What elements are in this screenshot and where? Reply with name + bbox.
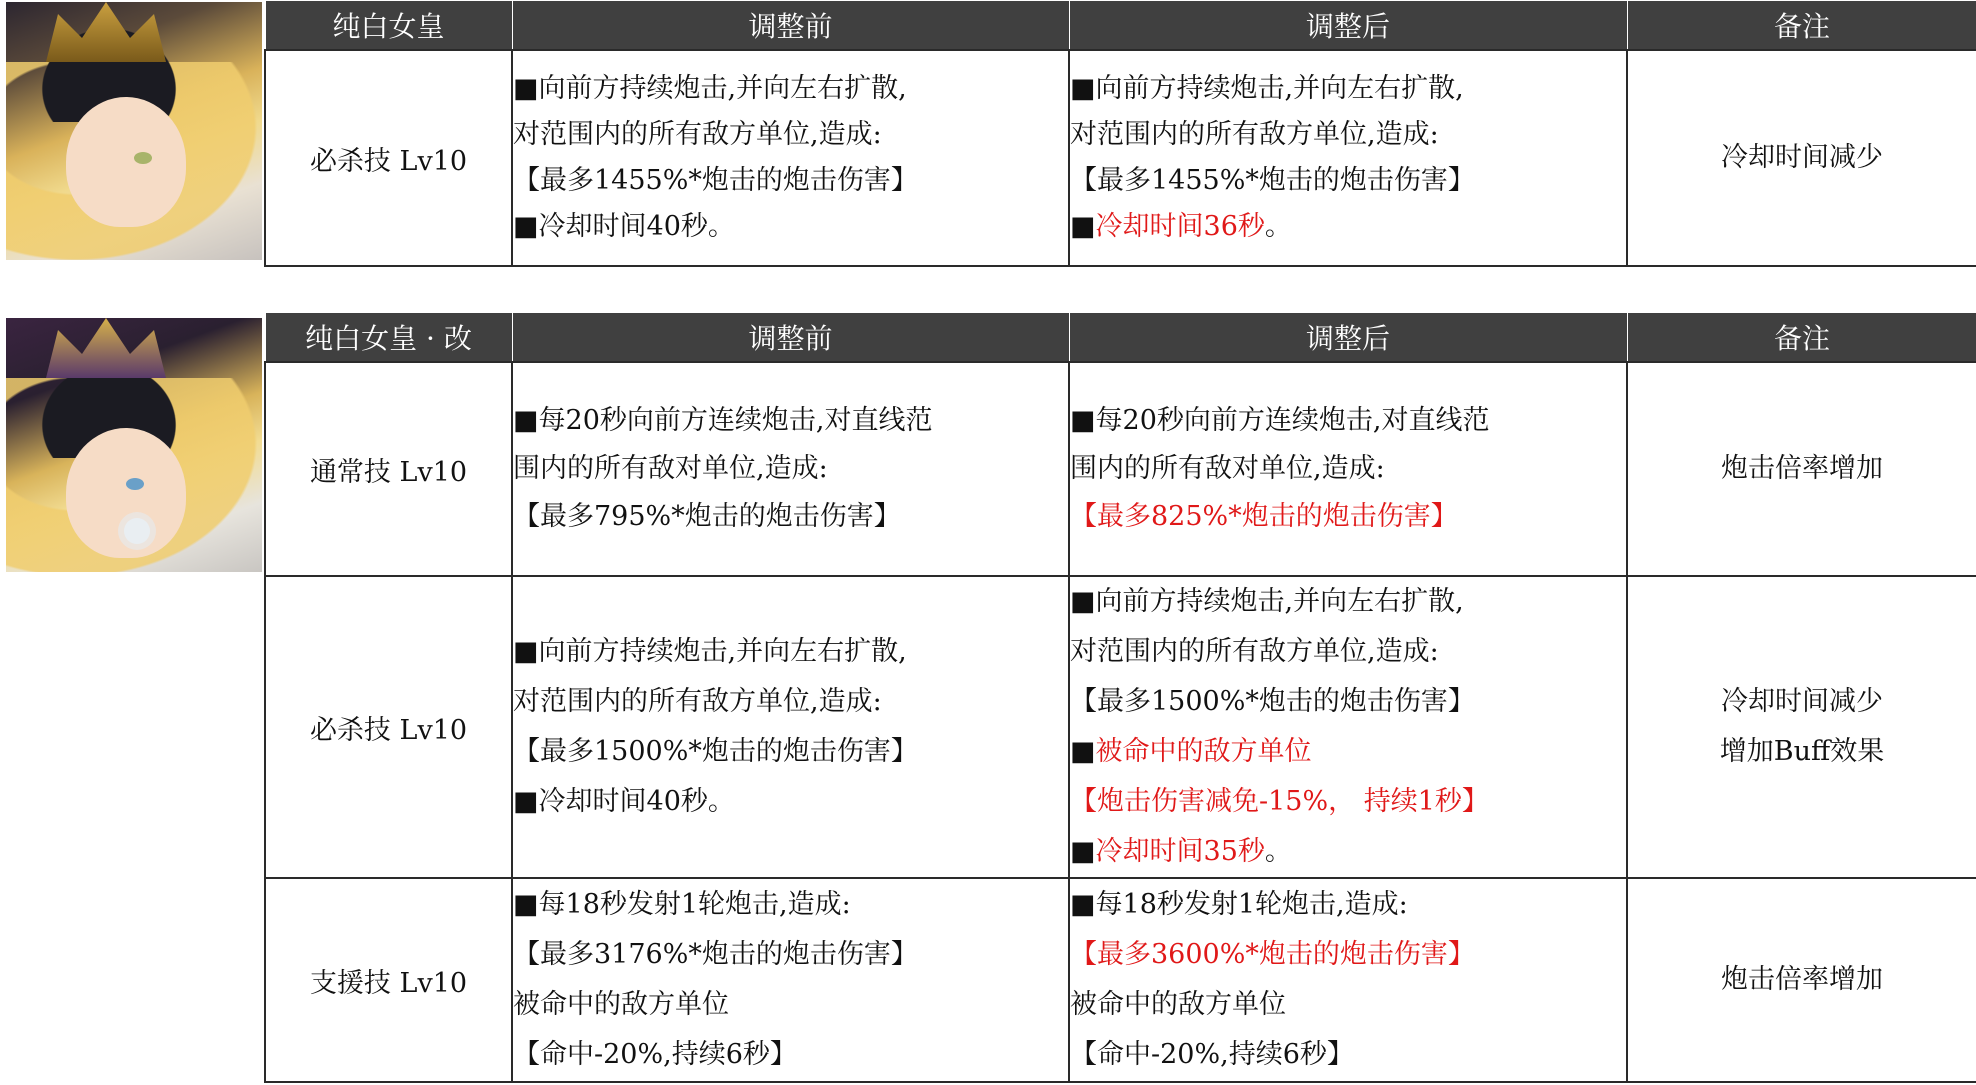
after-line: 【最多1455%*炮击的炮击伤害】	[1070, 165, 1475, 196]
skill-name: 支援技 Lv10	[265, 878, 512, 1082]
note-header: 备注	[1627, 313, 1976, 363]
character-name-header: 纯白女皇 · 改	[265, 313, 512, 363]
after-line	[1070, 827, 1626, 877]
before-line: 【最多3176%*炮击的炮击伤害】	[513, 939, 918, 970]
after-cell	[1069, 878, 1627, 1082]
before-line: 对范围内的所有敌方单位,造成:	[513, 686, 882, 717]
before-cell	[512, 878, 1069, 1082]
note-line: 增加Buff效果	[1719, 736, 1885, 767]
character-portrait-pure-white-empress-kai	[6, 318, 262, 572]
before-line: 【命中-20%,持续6秒】	[513, 1039, 797, 1070]
after-header: 调整后	[1069, 1, 1627, 51]
after-line: 对范围内的所有敌方单位,造成:	[1070, 636, 1439, 667]
after-line: 被命中的敌方单位	[1070, 989, 1286, 1020]
after-line: ■向前方持续炮击,并向左右扩散,	[1070, 586, 1464, 617]
after-header: 调整后	[1069, 313, 1627, 363]
after-line	[1070, 204, 1626, 250]
note-line: 炮击倍率增加	[1721, 453, 1883, 484]
after-line	[1070, 727, 1626, 777]
before-line: ■每20秒向前方连续炮击,对直线范	[513, 405, 933, 436]
before-header: 调整前	[512, 313, 1069, 363]
note-cell	[1627, 362, 1976, 576]
before-line: ■冷却时间40秒。	[513, 786, 735, 817]
before-line: ■向前方持续炮击,并向左右扩散,	[513, 73, 907, 104]
before-cell	[512, 576, 1069, 878]
character-name-header: 纯白女皇	[265, 1, 512, 51]
note-cell	[1627, 50, 1976, 266]
note-header: 备注	[1627, 1, 1976, 51]
changed-text: 【最多3600%*炮击的炮击伤害】	[1070, 939, 1475, 970]
table-row	[265, 878, 1976, 1082]
after-cell	[1069, 362, 1627, 576]
bullet: ■	[1070, 736, 1096, 767]
bullet: ■	[1070, 211, 1096, 242]
bullet: ■	[1070, 836, 1096, 867]
before-line: ■每18秒发射1轮炮击,造成:	[513, 889, 851, 920]
skill-table-2	[264, 312, 1976, 1083]
portrait-eye	[134, 152, 152, 164]
portrait-rose	[124, 518, 150, 544]
changed-text: 被命中的敌方单位	[1095, 736, 1312, 767]
after-line: 对范围内的所有敌方单位,造成:	[1070, 119, 1439, 150]
note-line: 冷却时间减少	[1721, 142, 1883, 173]
before-line: 对范围内的所有敌方单位,造成:	[513, 119, 882, 150]
before-line: ■向前方持续炮击,并向左右扩散,	[513, 636, 907, 667]
header-row	[265, 1, 1976, 51]
punctuation: 。	[1264, 211, 1292, 242]
before-line: 【最多1455%*炮击的炮击伤害】	[513, 165, 918, 196]
portrait-crown	[46, 318, 166, 378]
portrait-face	[66, 97, 186, 227]
before-line: ■冷却时间40秒。	[513, 211, 735, 242]
note-line: 炮击倍率增加	[1721, 964, 1883, 995]
table-row	[265, 576, 1976, 878]
after-line: ■每18秒发射1轮炮击,造成:	[1070, 889, 1408, 920]
before-line: 【最多1500%*炮击的炮击伤害】	[513, 736, 918, 767]
portrait-crown	[46, 2, 166, 62]
after-cell	[1069, 50, 1627, 266]
skill-name: 必杀技 Lv10	[265, 50, 512, 266]
before-cell	[512, 362, 1069, 576]
skill-table-1	[264, 0, 1976, 267]
before-line: 被命中的敌方单位	[513, 989, 729, 1020]
changed-text: 冷却时间36秒	[1095, 211, 1265, 242]
note-cell	[1627, 878, 1976, 1082]
note-line: 冷却时间减少	[1721, 686, 1883, 717]
header-row	[265, 313, 1976, 363]
after-line: 【最多1500%*炮击的炮击伤害】	[1070, 686, 1475, 717]
after-cell	[1069, 576, 1627, 878]
before-header: 调整前	[512, 1, 1069, 51]
after-line: ■每20秒向前方连续炮击,对直线范	[1070, 405, 1490, 436]
punctuation: 。	[1264, 836, 1292, 867]
table-row	[265, 362, 1976, 576]
after-line: 围内的所有敌对单位,造成:	[1070, 453, 1385, 484]
changed-text: 冷却时间35秒	[1095, 836, 1265, 867]
table-row	[265, 50, 1976, 266]
before-line: 围内的所有敌对单位,造成:	[513, 453, 828, 484]
character-portrait-pure-white-empress	[6, 2, 262, 260]
after-line: ■向前方持续炮击,并向左右扩散,	[1070, 73, 1464, 104]
changed-text: 【最多825%*炮击的炮击伤害】	[1070, 501, 1458, 532]
skill-name: 通常技 Lv10	[265, 362, 512, 576]
note-cell	[1627, 576, 1976, 878]
before-cell	[512, 50, 1069, 266]
skill-name: 必杀技 Lv10	[265, 576, 512, 878]
after-line: 【命中-20%,持续6秒】	[1070, 1039, 1354, 1070]
portrait-eye	[126, 478, 144, 490]
before-line: 【最多795%*炮击的炮击伤害】	[513, 501, 901, 532]
changed-text: 【炮击伤害减免-15%， 持续1秒】	[1070, 786, 1489, 817]
